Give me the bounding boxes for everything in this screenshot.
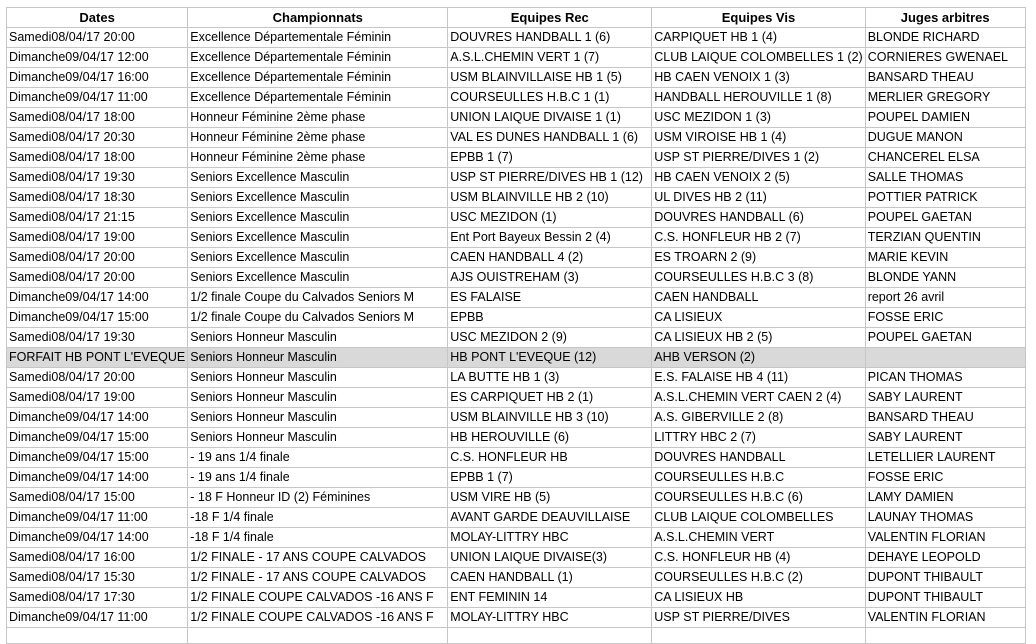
juge-cell[interactable]: SABY LAURENT — [865, 428, 1025, 448]
header-equipes-rec[interactable]: Equipes Rec — [448, 8, 652, 28]
equipe-vis-cell[interactable]: C.S. HONFLEUR HB 2 (7) — [652, 228, 865, 248]
equipe-vis-cell[interactable]: CAEN HANDBALL — [652, 288, 865, 308]
equipe-rec-cell[interactable]: EPBB — [448, 308, 652, 328]
date-cell[interactable]: Samedi08/04/17 18:30 — [7, 188, 188, 208]
equipe-vis-cell[interactable]: CLUB LAIQUE COLOMBELLES 1 (2) — [652, 48, 865, 68]
championnat-cell[interactable]: Excellence Départementale Féminin — [188, 88, 448, 108]
championnat-cell[interactable]: Seniors Excellence Masculin — [188, 268, 448, 288]
championnat-cell[interactable]: Honneur Féminine 2ème phase — [188, 148, 448, 168]
championnat-cell[interactable]: 1/2 FINALE - 17 ANS COUPE CALVADOS — [188, 548, 448, 568]
equipe-rec-cell[interactable]: C.S. HONFLEUR HB — [448, 448, 652, 468]
juge-cell[interactable]: SALLE THOMAS — [865, 168, 1025, 188]
date-cell[interactable]: Dimanche09/04/17 14:00 — [7, 468, 188, 488]
equipe-vis-cell[interactable]: A.S. GIBERVILLE 2 (8) — [652, 408, 865, 428]
juge-cell[interactable]: MERLIER GREGORY — [865, 88, 1025, 108]
equipe-rec-cell[interactable]: EPBB 1 (7) — [448, 148, 652, 168]
juge-cell[interactable]: BLONDE RICHARD — [865, 28, 1025, 48]
equipe-rec-cell[interactable]: USM VIRE HB (5) — [448, 488, 652, 508]
championnat-cell[interactable]: Seniors Honneur Masculin — [188, 388, 448, 408]
date-cell[interactable]: Dimanche09/04/17 16:00 — [7, 68, 188, 88]
date-cell[interactable]: Samedi08/04/17 19:30 — [7, 328, 188, 348]
championnat-cell[interactable]: -18 F 1/4 finale — [188, 508, 448, 528]
date-cell[interactable]: FORFAIT HB PONT L'EVEQUE — [7, 348, 188, 368]
equipe-vis-cell[interactable]: CLUB LAIQUE COLOMBELLES — [652, 508, 865, 528]
equipe-rec-cell[interactable]: UNION LAIQUE DIVAISE(3) — [448, 548, 652, 568]
equipe-rec-cell[interactable]: A.S.L.CHEMIN VERT 1 (7) — [448, 48, 652, 68]
equipe-rec-cell[interactable]: AJS OUISTREHAM (3) — [448, 268, 652, 288]
equipe-rec-cell[interactable]: ENT FEMININ 14 — [448, 588, 652, 608]
date-cell[interactable]: Samedi08/04/17 18:00 — [7, 108, 188, 128]
equipe-rec-cell[interactable]: HB HEROUVILLE (6) — [448, 428, 652, 448]
equipe-vis-cell[interactable]: USP ST PIERRE/DIVES — [652, 608, 865, 628]
equipe-vis-cell[interactable]: A.S.L.CHEMIN VERT CAEN 2 (4) — [652, 388, 865, 408]
header-championnats[interactable]: Championnats — [188, 8, 448, 28]
table-row — [7, 488, 1026, 508]
table-body — [7, 28, 1026, 644]
championnat-cell[interactable]: Excellence Départementale Féminin — [188, 68, 448, 88]
date-cell[interactable]: Samedi08/04/17 20:00 — [7, 368, 188, 388]
equipe-rec-cell[interactable]: COURSEULLES H.B.C 1 (1) — [448, 88, 652, 108]
equipe-vis-cell[interactable]: USM VIROISE HB 1 (4) — [652, 128, 865, 148]
equipe-vis-cell[interactable]: HANDBALL HEROUVILLE 1 (8) — [652, 88, 865, 108]
table-row — [7, 48, 1026, 68]
equipe-rec-cell[interactable]: MOLAY-LITTRY HBC — [448, 608, 652, 628]
table-row — [7, 128, 1026, 148]
date-cell[interactable]: Samedi08/04/17 15:00 — [7, 488, 188, 508]
equipe-vis-cell[interactable]: CA LISIEUX HB 2 (5) — [652, 328, 865, 348]
table-row — [7, 288, 1026, 308]
table-row — [7, 228, 1026, 248]
equipe-rec-cell[interactable]: LA BUTTE HB 1 (3) — [448, 368, 652, 388]
championnat-cell[interactable]: 1/2 FINALE COUPE CALVADOS -16 ANS F — [188, 588, 448, 608]
championnat-cell[interactable]: - 19 ans 1/4 finale — [188, 468, 448, 488]
date-cell[interactable]: Dimanche09/04/17 14:00 — [7, 288, 188, 308]
date-cell[interactable]: Dimanche09/04/17 15:00 — [7, 448, 188, 468]
header-dates[interactable]: Dates — [7, 8, 188, 28]
equipe-rec-cell[interactable]: ES FALAISE — [448, 288, 652, 308]
table-row — [7, 468, 1026, 488]
championnat-cell[interactable]: Seniors Honneur Masculin — [188, 408, 448, 428]
juge-cell[interactable]: LAMY DAMIEN — [865, 488, 1025, 508]
table-row — [7, 268, 1026, 288]
equipe-rec-cell[interactable]: AVANT GARDE DEAUVILLAISE — [448, 508, 652, 528]
championnat-cell[interactable]: Seniors Excellence Masculin — [188, 228, 448, 248]
table-row — [7, 408, 1026, 428]
juge-cell[interactable]: MARIE KEVIN — [865, 248, 1025, 268]
juge-cell[interactable]: POUPEL GAETAN — [865, 328, 1025, 348]
date-cell[interactable]: Dimanche09/04/17 15:00 — [7, 428, 188, 448]
equipe-vis-cell[interactable]: AHB VERSON (2) — [652, 348, 865, 368]
juge-cell[interactable] — [865, 348, 1025, 368]
equipe-vis-cell[interactable]: USC MEZIDON 1 (3) — [652, 108, 865, 128]
juge-cell[interactable]: DUGUE MANON — [865, 128, 1025, 148]
date-cell[interactable]: Samedi08/04/17 15:30 — [7, 568, 188, 588]
date-cell[interactable]: Samedi08/04/17 17:30 — [7, 588, 188, 608]
championnat-cell[interactable]: Excellence Départementale Féminin — [188, 28, 448, 48]
date-cell[interactable]: Dimanche09/04/17 12:00 — [7, 48, 188, 68]
juge-cell[interactable]: SABY LAURENT — [865, 388, 1025, 408]
equipe-vis-cell[interactable]: COURSEULLES H.B.C — [652, 468, 865, 488]
date-cell[interactable]: Samedi08/04/17 19:30 — [7, 168, 188, 188]
table-row — [7, 328, 1026, 348]
schedule-table — [6, 7, 1026, 644]
date-cell[interactable]: Dimanche09/04/17 11:00 — [7, 88, 188, 108]
equipe-rec-cell[interactable]: HB PONT L'EVEQUE (12) — [448, 348, 652, 368]
equipe-rec-cell[interactable]: DOUVRES HANDBALL 1 (6) — [448, 28, 652, 48]
championnat-cell[interactable]: Seniors Honneur Masculin — [188, 348, 448, 368]
table-row — [7, 548, 1026, 568]
juge-cell[interactable]: report 26 avril — [865, 288, 1025, 308]
juge-cell[interactable]: BANSARD THEAU — [865, 408, 1025, 428]
date-cell[interactable]: Samedi08/04/17 20:00 — [7, 28, 188, 48]
championnat-cell[interactable]: Excellence Départementale Féminin — [188, 48, 448, 68]
equipe-rec-cell[interactable]: CAEN HANDBALL (1) — [448, 568, 652, 588]
championnat-cell[interactable]: Seniors Excellence Masculin — [188, 168, 448, 188]
equipe-rec-cell[interactable]: UNION LAIQUE DIVAISE 1 (1) — [448, 108, 652, 128]
equipe-rec-cell[interactable]: USM BLAINVILLE HB 3 (10) — [448, 408, 652, 428]
equipe-vis-cell[interactable]: COURSEULLES H.B.C (6) — [652, 488, 865, 508]
table-row — [7, 308, 1026, 328]
equipe-vis-cell[interactable]: HB CAEN VENOIX 1 (3) — [652, 68, 865, 88]
table-row — [7, 88, 1026, 108]
championnat-cell[interactable]: Seniors Honneur Masculin — [188, 328, 448, 348]
equipe-vis-cell[interactable]: DOUVRES HANDBALL — [652, 448, 865, 468]
equipe-vis-cell[interactable]: A.S.L.CHEMIN VERT — [652, 528, 865, 548]
date-cell[interactable]: Dimanche09/04/17 14:00 — [7, 408, 188, 428]
date-cell[interactable]: Samedi08/04/17 20:30 — [7, 128, 188, 148]
equipe-rec-cell[interactable]: VAL ES DUNES HANDBALL 1 (6) — [448, 128, 652, 148]
juge-cell[interactable]: LAUNAY THOMAS — [865, 508, 1025, 528]
table-row — [7, 528, 1026, 548]
date-cell[interactable]: Samedi08/04/17 19:00 — [7, 228, 188, 248]
table-row — [7, 588, 1026, 608]
equipe-vis-cell[interactable]: CA LISIEUX — [652, 308, 865, 328]
table-row — [7, 348, 1026, 368]
juge-cell[interactable]: BANSARD THEAU — [865, 68, 1025, 88]
table-row — [7, 368, 1026, 388]
equipe-rec-cell[interactable]: USC MEZIDON (1) — [448, 208, 652, 228]
date-cell[interactable]: Dimanche09/04/17 14:00 — [7, 528, 188, 548]
championnat-cell[interactable]: Honneur Féminine 2ème phase — [188, 128, 448, 148]
championnat-cell[interactable]: 1/2 finale Coupe du Calvados Seniors M — [188, 308, 448, 328]
championnat-cell[interactable]: - 19 ans 1/4 finale — [188, 448, 448, 468]
table-row — [7, 448, 1026, 468]
table-row — [7, 68, 1026, 88]
equipe-vis-cell[interactable]: CA LISIEUX HB — [652, 588, 865, 608]
equipe-vis-cell[interactable]: LITTRY HBC 2 (7) — [652, 428, 865, 448]
table-row — [7, 148, 1026, 168]
championnat-cell[interactable]: 1/2 FINALE - 17 ANS COUPE CALVADOS — [188, 568, 448, 588]
juge-cell[interactable]: FOSSE ERIC — [865, 308, 1025, 328]
date-cell[interactable]: Dimanche09/04/17 11:00 — [7, 508, 188, 528]
juge-cell[interactable]: VALENTIN FLORIAN — [865, 528, 1025, 548]
table-row — [7, 388, 1026, 408]
date-cell[interactable]: Samedi08/04/17 21:15 — [7, 208, 188, 228]
juge-cell[interactable]: DUPONT THIBAULT — [865, 588, 1025, 608]
juge-cell[interactable]: POUPEL GAETAN — [865, 208, 1025, 228]
table-row — [7, 168, 1026, 188]
table-row — [7, 568, 1026, 588]
table-row — [7, 248, 1026, 268]
juge-cell[interactable]: POTTIER PATRICK — [865, 188, 1025, 208]
header-juges-arbitres[interactable]: Juges arbitres — [865, 8, 1025, 28]
championnat-cell[interactable]: Seniors Honneur Masculin — [188, 368, 448, 388]
championnat-cell[interactable]: Seniors Excellence Masculin — [188, 188, 448, 208]
table-row — [7, 608, 1026, 628]
juge-cell[interactable]: FOSSE ERIC — [865, 468, 1025, 488]
header-equipes-vis[interactable]: Equipes Vis — [652, 8, 865, 28]
equipe-vis-cell[interactable]: C.S. HONFLEUR HB (4) — [652, 548, 865, 568]
juge-cell[interactable]: PICAN THOMAS — [865, 368, 1025, 388]
equipe-rec-cell[interactable]: USC MEZIDON 2 (9) — [448, 328, 652, 348]
equipe-vis-cell[interactable]: USP ST PIERRE/DIVES 1 (2) — [652, 148, 865, 168]
equipe-vis-cell[interactable]: DOUVRES HANDBALL (6) — [652, 208, 865, 228]
equipe-rec-cell[interactable]: USM BLAINVILLE HB 2 (10) — [448, 188, 652, 208]
equipe-vis-cell[interactable]: COURSEULLES H.B.C (2) — [652, 568, 865, 588]
championnat-cell[interactable]: -18 F 1/4 finale — [188, 528, 448, 548]
date-cell[interactable]: Samedi08/04/17 20:00 — [7, 248, 188, 268]
juge-cell[interactable]: LETELLIER LAURENT — [865, 448, 1025, 468]
date-cell[interactable]: Samedi08/04/17 19:00 — [7, 388, 188, 408]
juge-cell[interactable]: CORNIERES GWENAEL — [865, 48, 1025, 68]
equipe-rec-cell[interactable]: ES CARPIQUET HB 2 (1) — [448, 388, 652, 408]
championnat-cell[interactable]: Honneur Féminine 2ème phase — [188, 108, 448, 128]
equipe-rec-cell[interactable]: MOLAY-LITTRY HBC — [448, 528, 652, 548]
date-cell[interactable]: Samedi08/04/17 20:00 — [7, 268, 188, 288]
championnat-cell[interactable]: Seniors Excellence Masculin — [188, 248, 448, 268]
equipe-vis-cell[interactable]: CARPIQUET HB 1 (4) — [652, 28, 865, 48]
equipe-vis-cell[interactable]: ES TROARN 2 (9) — [652, 248, 865, 268]
equipe-rec-cell[interactable]: USP ST PIERRE/DIVES HB 1 (12) — [448, 168, 652, 188]
table-row — [7, 108, 1026, 128]
table-row — [7, 188, 1026, 208]
table-row — [7, 428, 1026, 448]
table-row — [7, 508, 1026, 528]
equipe-vis-cell[interactable]: E.S. FALAISE HB 4 (11) — [652, 368, 865, 388]
championnat-cell[interactable]: 1/2 finale Coupe du Calvados Seniors M — [188, 288, 448, 308]
juge-cell[interactable]: TERZIAN QUENTIN — [865, 228, 1025, 248]
juge-cell[interactable]: CHANCEREL ELSA — [865, 148, 1025, 168]
equipe-rec-cell[interactable]: EPBB 1 (7) — [448, 468, 652, 488]
equipe-rec-cell[interactable]: Ent Port Bayeux Bessin 2 (4) — [448, 228, 652, 248]
juge-cell[interactable]: DEHAYE LEOPOLD — [865, 548, 1025, 568]
championnat-cell[interactable]: Seniors Excellence Masculin — [188, 208, 448, 228]
juge-cell[interactable]: DUPONT THIBAULT — [865, 568, 1025, 588]
equipe-vis-cell[interactable]: COURSEULLES H.B.C 3 (8) — [652, 268, 865, 288]
equipe-rec-cell[interactable]: USM BLAINVILLAISE HB 1 (5) — [448, 68, 652, 88]
equipe-vis-cell[interactable]: HB CAEN VENOIX 2 (5) — [652, 168, 865, 188]
juge-cell[interactable]: POUPEL DAMIEN — [865, 108, 1025, 128]
date-cell[interactable]: Dimanche09/04/17 15:00 — [7, 308, 188, 328]
juge-cell[interactable]: BLONDE YANN — [865, 268, 1025, 288]
juge-cell[interactable]: VALENTIN FLORIAN — [865, 608, 1025, 628]
table-row — [7, 208, 1026, 228]
equipe-vis-cell[interactable]: UL DIVES HB 2 (11) — [652, 188, 865, 208]
championnat-cell[interactable]: Seniors Honneur Masculin — [188, 428, 448, 448]
date-cell[interactable]: Dimanche09/04/17 11:00 — [7, 608, 188, 628]
table-row — [7, 28, 1026, 48]
date-cell[interactable]: Samedi08/04/17 18:00 — [7, 148, 188, 168]
date-cell[interactable]: Samedi08/04/17 16:00 — [7, 548, 188, 568]
championnat-cell[interactable]: 1/2 FINALE COUPE CALVADOS -16 ANS F — [188, 608, 448, 628]
equipe-rec-cell[interactable]: CAEN HANDBALL 4 (2) — [448, 248, 652, 268]
header-row — [7, 8, 1026, 28]
championnat-cell[interactable]: - 18 F Honneur ID (2) Féminines — [188, 488, 448, 508]
